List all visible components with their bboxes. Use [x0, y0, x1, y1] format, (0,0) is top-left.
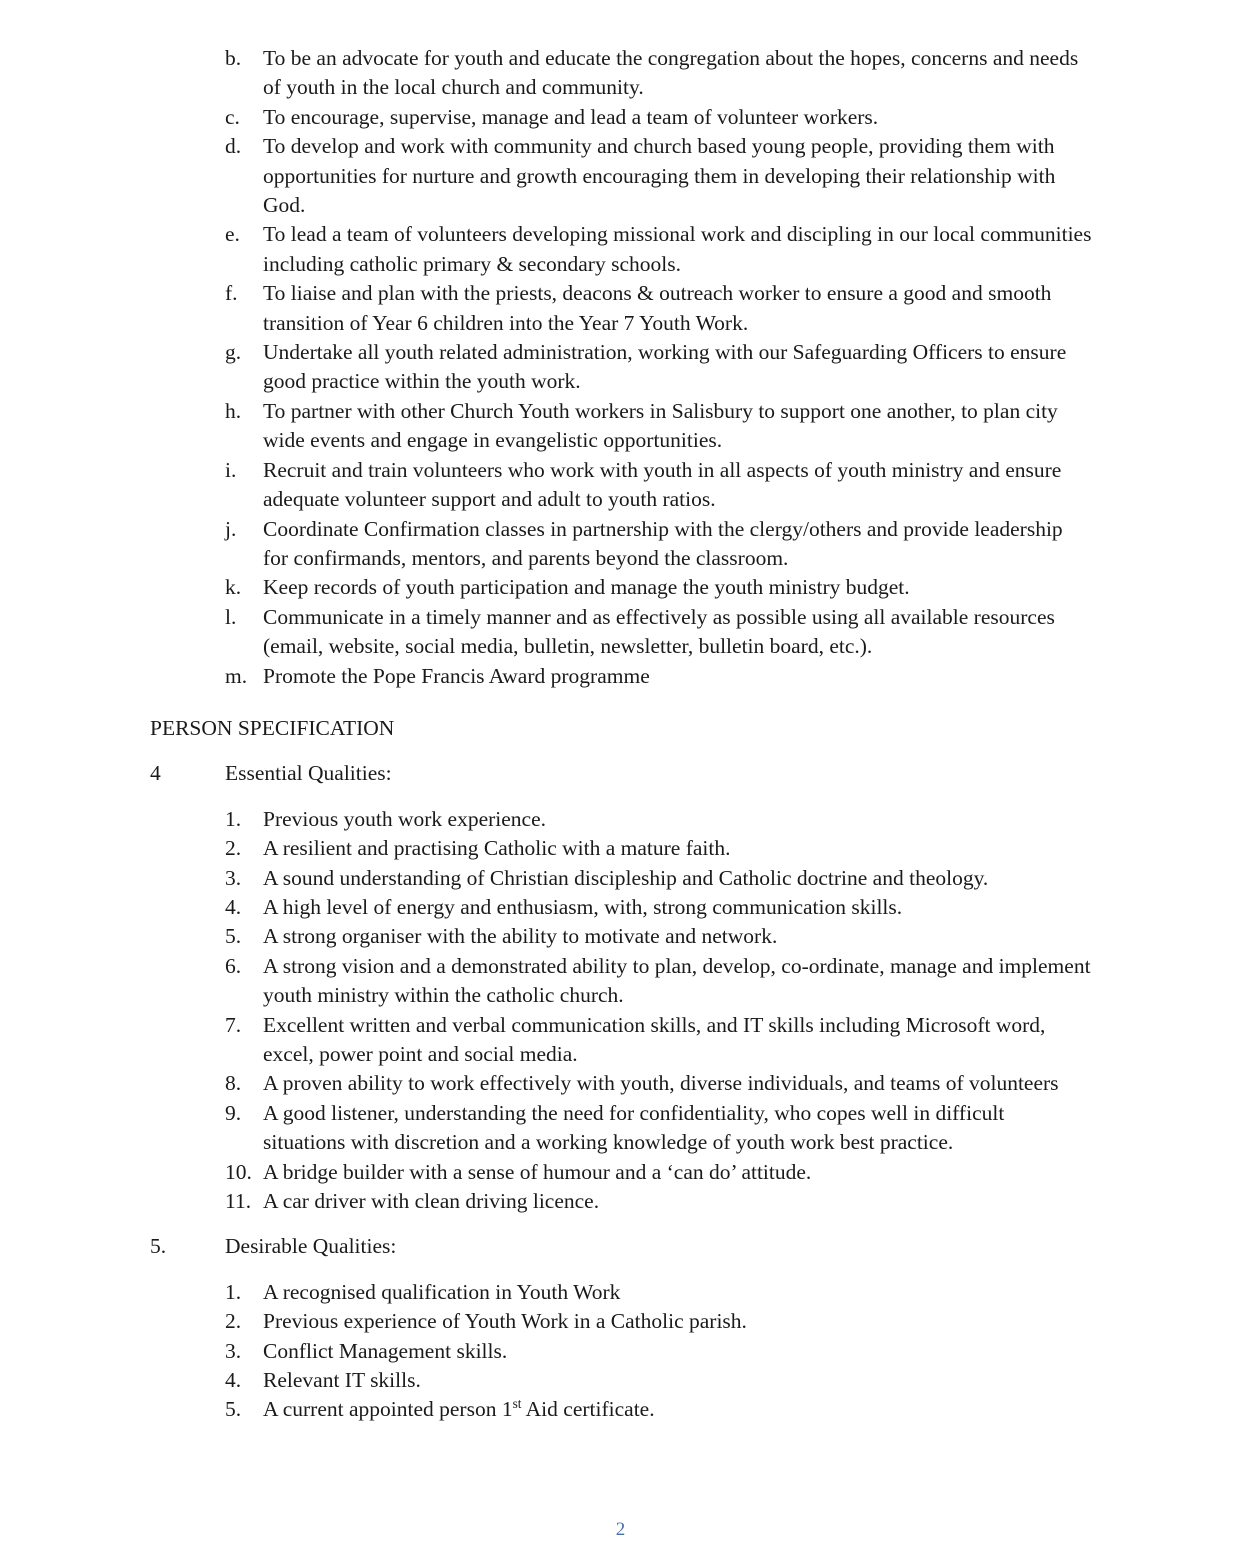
list-marker: h. — [225, 398, 242, 423]
list-item — [225, 44, 1092, 103]
list-item-text: Keep records of youth participation and manage the youth ministry budget. — [263, 575, 910, 600]
list-marker: 4. — [225, 894, 242, 919]
list-marker: 9. — [225, 1100, 242, 1125]
list-marker: 6. — [225, 953, 242, 978]
list-item-text: To encourage, supervise, manage and lead a team of volunteer workers. — [263, 104, 879, 129]
list-marker: d. — [225, 134, 242, 159]
essential-qualities-list — [225, 805, 1092, 1217]
list-item-text: A good listener, understanding the need for confidentiality, who copes well in difficult situations with discretion and a working knowledge of youth work best practice. — [263, 1100, 1005, 1155]
list-item — [225, 456, 1092, 515]
list-marker: l. — [225, 604, 237, 629]
list-item — [225, 1069, 1092, 1098]
list-item — [225, 103, 1092, 132]
list-marker: m. — [225, 663, 248, 688]
list-marker: 2. — [225, 1309, 242, 1334]
list-item — [225, 603, 1092, 662]
list-item — [225, 1158, 1092, 1187]
list-item-text — [263, 1395, 1092, 1424]
list-item-text: A car driver with clean driving licence. — [263, 1189, 600, 1214]
list-item-text: A strong organiser with the ability to motivate and network. — [263, 924, 778, 949]
list-item-text: A recognised qualification in Youth Work — [263, 1279, 621, 1304]
list-item-text: A strong vision and a demonstrated ability to plan, develop, co-ordinate, manage and implement youth ministry within the catholic church. — [263, 953, 1091, 1008]
list-marker: k. — [225, 575, 242, 600]
list-marker: 4. — [225, 1368, 242, 1393]
section-essential-qualities — [150, 759, 1092, 788]
list-item-text: Communicate in a timely manner and as effectively as possible using all available resources (email, website, social media, bulletin, newsletter, bulletin board, etc.). — [263, 604, 1055, 659]
page-number: 2 — [615, 1518, 626, 1540]
list-marker: 1. — [225, 1279, 242, 1304]
list-item — [225, 864, 1092, 893]
list-marker: 11. — [225, 1189, 252, 1214]
list-marker: f. — [225, 281, 238, 306]
list-item — [225, 573, 1092, 602]
list-item — [225, 1011, 1092, 1070]
list-marker: c. — [225, 104, 240, 129]
list-item-text: A proven ability to work effectively with youth, diverse individuals, and teams of volunteers — [263, 1071, 1059, 1096]
list-item — [225, 1337, 1092, 1366]
list-item-text: A bridge builder with a sense of humour and a ‘can do’ attitude. — [263, 1159, 812, 1184]
list-marker: 8. — [225, 1071, 242, 1096]
list-marker: 2. — [225, 836, 242, 861]
duties-list — [225, 44, 1092, 691]
list-item — [225, 132, 1092, 220]
text-segment: Aid certificate. — [521, 1397, 655, 1422]
list-marker: 5. — [225, 924, 242, 949]
list-item — [225, 952, 1092, 1011]
list-marker: b. — [225, 46, 242, 70]
list-item — [225, 338, 1092, 397]
list-item — [225, 1366, 1092, 1395]
list-item-text: Undertake all youth related administration, working with our Safeguarding Officers to ensure good practice within the youth work. — [263, 340, 1067, 394]
list-item-text: Relevant IT skills. — [263, 1368, 421, 1393]
list-marker: 7. — [225, 1012, 242, 1037]
list-marker: j. — [225, 516, 237, 541]
list-item-text: Coordinate Confirmation classes in partnership with the clergy/others and provide leadership for confirmands, mentors, and parents beyond the classroom. — [263, 516, 1063, 570]
list-item — [225, 515, 1092, 574]
text-segment: A current appointed person 1 — [263, 1397, 513, 1422]
list-marker: 3. — [225, 865, 242, 890]
list-marker: 1. — [225, 806, 242, 831]
list-item-text: To be an advocate for youth and educate the congregation about the hopes, concerns and needs of youth in the local church and community. — [263, 46, 1079, 100]
list-item — [225, 279, 1092, 338]
list-item-text: Recruit and train volunteers who work with youth in all aspects of youth ministry and ensure adequate volunteer support and adult to youth ratios. — [263, 457, 1062, 512]
list-marker: e. — [225, 222, 240, 247]
section-number: 5. — [150, 1234, 167, 1259]
list-marker: 3. — [225, 1338, 242, 1363]
list-marker: i. — [225, 457, 237, 482]
list-item — [225, 1187, 1092, 1216]
list-marker: 10. — [225, 1159, 252, 1184]
list-item-text: Previous experience of Youth Work in a Catholic parish. — [263, 1309, 747, 1334]
list-item — [225, 834, 1092, 863]
section-title: Desirable Qualities: — [225, 1234, 397, 1259]
list-item — [225, 805, 1092, 834]
list-item-text: To liaise and plan with the priests, deacons & outreach worker to ensure a good and smooth transition of Year 6 children into the Year 7 Youth Work. — [263, 281, 1052, 335]
section-title: Essential Qualities: — [225, 761, 392, 786]
list-item — [225, 220, 1092, 279]
ordinal-superscript: st — [512, 1396, 522, 1412]
list-item-text: Previous youth work experience. — [263, 806, 547, 831]
list-item-text: To develop and work with community and church based young people, providing them with opportunities for nurture and growth encouraging them in developing their relationship with God. — [263, 134, 1056, 218]
list-item-text: Conflict Management skills. — [263, 1338, 508, 1363]
list-item-text: A resilient and practising Catholic with a mature faith. — [263, 836, 731, 861]
desirable-qualities-list — [225, 1278, 1092, 1425]
list-item — [225, 922, 1092, 951]
list-item-text: A sound understanding of Christian discipleship and Catholic doctrine and theology. — [263, 865, 989, 890]
list-item-text: Excellent written and verbal communication skills, and IT skills including Microsoft word, excel, power point and social media. — [263, 1012, 1046, 1066]
list-item — [225, 1307, 1092, 1336]
section-desirable-qualities — [150, 1232, 1092, 1261]
list-item — [225, 397, 1092, 456]
section-number: 4 — [150, 761, 161, 786]
list-item-text: A high level of energy and enthusiasm, with, strong communication skills. — [263, 894, 903, 919]
list-marker: g. — [225, 340, 242, 365]
list-item-text: To lead a team of volunteers developing missional work and discipling in our local communities including catholic primary & secondary schools. — [263, 222, 1092, 276]
list-item — [225, 662, 1092, 691]
list-item-text: To partner with other Church Youth workers in Salisbury to support one another, to plan city wide events and engage in evangelistic opportunities. — [263, 398, 1058, 453]
list-item — [225, 1278, 1092, 1307]
list-item — [225, 1395, 1092, 1424]
list-item — [225, 1099, 1092, 1158]
list-item-text: Promote the Pope Francis Award programme — [263, 663, 650, 688]
list-marker: 5. — [225, 1397, 242, 1422]
list-item — [225, 893, 1092, 922]
person-specification-heading: PERSON SPECIFICATION — [150, 715, 395, 740]
